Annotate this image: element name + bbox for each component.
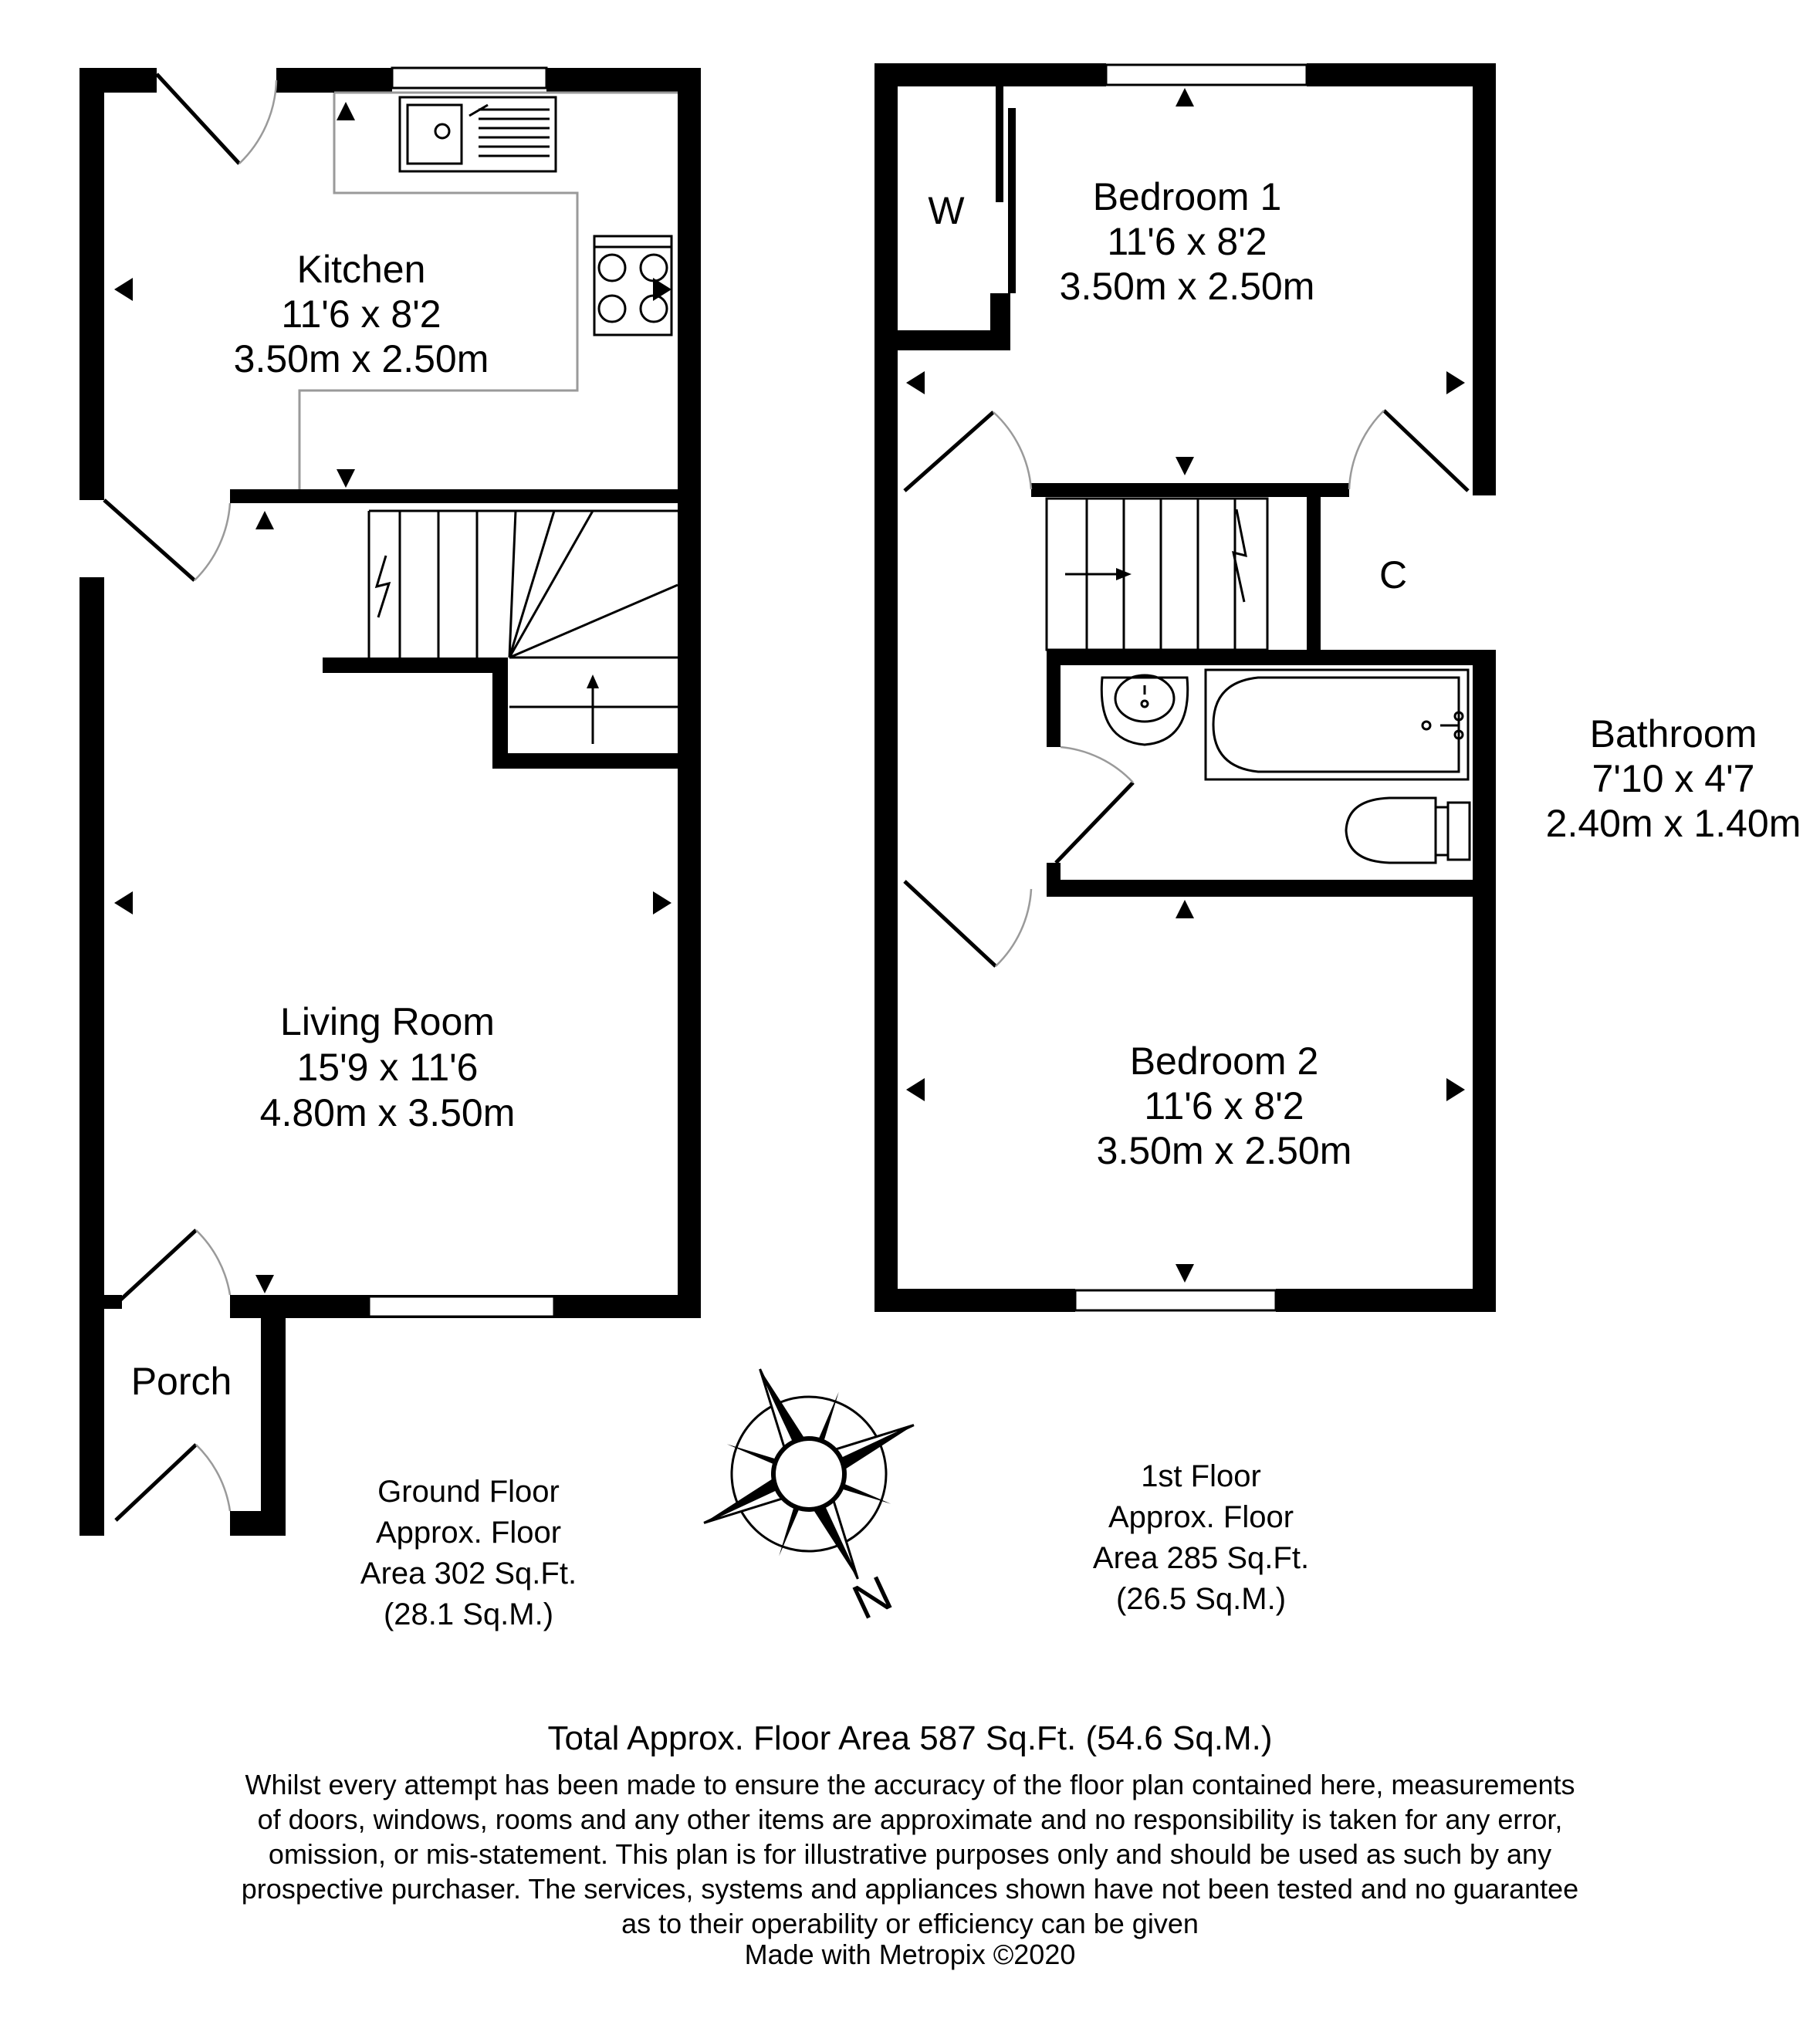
bathroom-door — [1056, 747, 1133, 863]
kitchen-external-door — [157, 74, 276, 164]
ground-floor-area-line4: (28.1 Sq.M.) — [383, 1597, 554, 1631]
bedroom2-window — [1075, 1290, 1276, 1310]
ff-south-wall-right — [1276, 1289, 1496, 1312]
kitchen-imperial-dimensions: 11'6 x 8'2 — [281, 292, 441, 336]
ff-north-wall-right — [1307, 63, 1496, 86]
bedroom2-name: Bedroom 2 — [1129, 1040, 1319, 1083]
compass-north-label: N — [844, 1564, 901, 1631]
cupboard-label: C — [1379, 553, 1408, 597]
bathroom-north-wall — [1047, 650, 1496, 665]
bedroom2-metric-dimensions: 3.50m x 2.50m — [1096, 1129, 1352, 1172]
living-room-metric-dimensions: 4.80m x 3.50m — [259, 1091, 516, 1134]
ff-east-wall-top — [1473, 63, 1496, 495]
first-floor-label: 1st Floor — [1141, 1459, 1261, 1493]
disclaimer — [0, 1767, 1820, 1941]
porch-name: Porch — [130, 1360, 232, 1403]
ff-east-wall-bottom — [1473, 887, 1496, 1312]
first-floor-area-line2: Approx. Floor — [1108, 1500, 1294, 1534]
wardrobe-label: W — [928, 189, 965, 232]
living-room-name: Living Room — [280, 1000, 495, 1043]
kitchen-metric-dimensions: 3.50m x 2.50m — [233, 337, 489, 380]
gf-north-wall-left — [79, 68, 157, 93]
stair-wall-vertical — [492, 658, 508, 766]
bedroom2-imperial-dimensions: 11'6 x 8'2 — [1144, 1084, 1304, 1127]
first-floor-stairs — [1047, 499, 1267, 650]
kitchen-worktop-outline — [296, 93, 577, 489]
gf-west-wall-porch — [79, 1304, 104, 1536]
bedroom1-door — [905, 412, 1031, 491]
bathroom-west-wall — [1047, 650, 1061, 747]
bathroom-name: Bathroom — [1589, 712, 1757, 756]
disclaimer-line: as to their operability or efficiency can be given — [621, 1908, 1199, 1939]
living-room-window — [369, 1296, 554, 1317]
metropix-credit: Made with Metropix ©2020 — [744, 1939, 1076, 1970]
cupboard-door — [1349, 411, 1468, 491]
bedroom2-door — [905, 881, 1031, 966]
stair-wall-bottom — [492, 753, 678, 769]
bath-icon — [1206, 670, 1468, 779]
disclaimer-line: prospective purchaser. The services, systems and appliances shown have not been tested and no guarantee — [241, 1873, 1579, 1905]
kitchen-sink-icon — [400, 97, 556, 171]
disclaimer-line: of doors, windows, rooms and any other items are approximate and no responsibility is taken for any error, — [257, 1804, 1563, 1835]
ground-floor-area-line2: Approx. Floor — [375, 1516, 562, 1550]
kitchen-name: Kitchen — [296, 248, 426, 291]
bathroom-imperial-dimensions: 7'10 x 4'7 — [1592, 757, 1755, 800]
gf-west-wall-mid — [79, 577, 104, 1304]
porch-south-wall — [230, 1511, 286, 1536]
compass-rose-icon — [655, 1320, 963, 1628]
first-floor-area-line4: (26.5 Sq.M.) — [1115, 1582, 1287, 1616]
wardrobe-door-upper — [996, 86, 1003, 202]
kitchen-living-partition — [230, 489, 678, 503]
ground-floor-stairs — [369, 511, 678, 744]
gf-east-wall — [678, 68, 701, 1318]
first-floor-plan — [874, 63, 1801, 1616]
bedroom1-name: Bedroom 1 — [1092, 175, 1282, 218]
porch-front-door — [116, 1445, 230, 1520]
porch-east-wall — [261, 1295, 286, 1536]
bedroom1-south-wall — [1031, 483, 1349, 497]
bathroom-metric-dimensions: 2.40m x 1.40m — [1545, 802, 1801, 845]
disclaimer-line: omission, or mis-statement. This plan is for illustrative purposes only and should be used as such by any — [268, 1838, 1552, 1870]
washbasin-icon — [1101, 675, 1187, 745]
bathroom-south-wall — [1047, 880, 1496, 897]
gf-north-wall-mid — [276, 68, 392, 93]
wardrobe-wall-side — [990, 293, 1010, 350]
living-room-imperial-dimensions: 15'9 x 11'6 — [296, 1046, 479, 1089]
ground-floor-label: Ground Floor — [377, 1475, 560, 1509]
wardrobe-door-lower — [1008, 108, 1016, 293]
ground-floor-plan — [79, 68, 701, 1631]
toilet-icon — [1346, 798, 1470, 863]
cupboard-west-wall — [1307, 497, 1321, 651]
kitchen-window — [392, 68, 546, 88]
ground-floor-area-line3: Area 302 Sq.Ft. — [360, 1557, 577, 1591]
bedroom1-imperial-dimensions: 11'6 x 8'2 — [1107, 220, 1267, 263]
bedroom1-window — [1106, 65, 1307, 85]
ff-east-wall-mid — [1473, 665, 1496, 897]
living-room-door — [104, 500, 230, 580]
first-floor-area-line3: Area 285 Sq.Ft. — [1092, 1541, 1310, 1575]
stair-wall-horizontal — [323, 658, 508, 673]
disclaimer-line: Whilst every attempt has been made to ensure the accuracy of the floor plan contained here, measurements — [245, 1769, 1575, 1800]
ff-west-wall — [874, 63, 898, 1312]
ff-north-wall-left — [874, 63, 1106, 86]
gf-west-wall-top — [79, 68, 104, 500]
ff-south-wall-left — [874, 1289, 1075, 1312]
total-floor-area: Total Approx. Floor Area 587 Sq.Ft. (54.6 Sq.M.) — [547, 1719, 1273, 1757]
bedroom1-metric-dimensions: 3.50m x 2.50m — [1059, 265, 1315, 308]
porch-inner-door — [116, 1230, 230, 1304]
